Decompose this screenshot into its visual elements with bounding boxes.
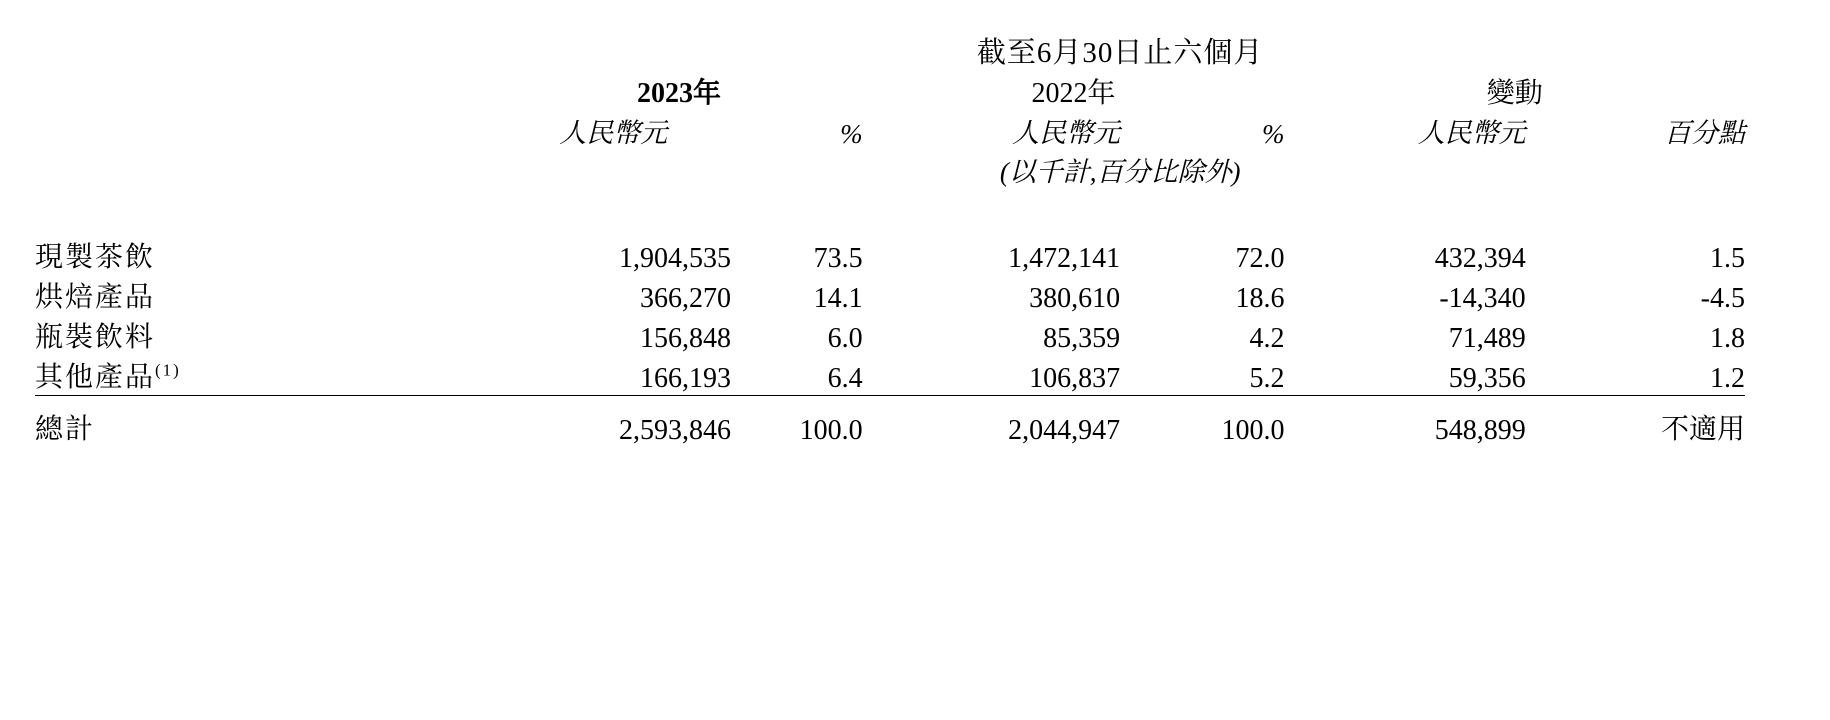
row-rmb-2022: 380,610 (1029, 283, 1121, 314)
period-heading-row (35, 30, 1745, 71)
total-rmb-2023: 2,593,846 (495, 396, 731, 448)
total-pct-2022: 100.0 (1120, 396, 1284, 448)
empty-corner-cell (35, 30, 495, 71)
unit-header-pct-2022: % (1262, 119, 1285, 149)
group-header-row (35, 71, 1745, 111)
row-pct-2022: 4.2 (1249, 323, 1285, 354)
unit-header-pct-change: 百分點 (1664, 118, 1745, 148)
total-pct-2023: 100.0 (731, 396, 863, 448)
row-label-with-footnote (35, 355, 495, 396)
row-rmb-2022: 85,359 (1043, 323, 1121, 354)
unit-header-row (35, 111, 1745, 150)
empty-corner-cell-3 (35, 111, 495, 150)
total-row (35, 396, 1745, 448)
row-change-pct: 1.8 (1710, 323, 1745, 354)
header-spacer (35, 189, 1745, 235)
row-label: 其他產品 (35, 362, 156, 393)
row-change-rmb: 59,356 (1448, 363, 1526, 394)
table-row (35, 315, 1745, 355)
row-label: 瓶裝飲料 (35, 322, 156, 353)
row-change-rmb: 432,394 (1434, 243, 1526, 274)
table-row (35, 355, 1745, 396)
unit-note-row (35, 150, 1745, 189)
row-pct-2022: 5.2 (1249, 363, 1285, 394)
row-rmb-2023: 1,904,535 (619, 243, 732, 274)
row-pct-2023: 73.5 (813, 243, 863, 274)
empty-corner-cell-4 (35, 150, 495, 189)
row-rmb-2023: 366,270 (640, 283, 732, 314)
row-pct-2022: 72.0 (1235, 243, 1285, 274)
row-rmb-2022: 106,837 (1029, 363, 1121, 394)
row-change-pct: 1.5 (1710, 243, 1745, 274)
row-pct-2023: 14.1 (813, 283, 863, 314)
group-header-2023: 2023年 (636, 78, 721, 109)
total-change-rmb: 548,899 (1285, 396, 1526, 448)
period-heading: 截至6月30日止六個月 (976, 37, 1264, 69)
total-rmb-2022: 2,044,947 (863, 396, 1121, 448)
unit-note: (以千計,百分比除外) (999, 157, 1241, 187)
row-change-pct: 1.2 (1710, 363, 1745, 394)
header-spacer-row (35, 189, 1745, 235)
unit-header-rmb-2022: 人民幣元 (1012, 118, 1121, 148)
total-change-pct: 不適用 (1526, 396, 1745, 448)
total-label: 總計 (35, 396, 495, 448)
row-pct-2022: 18.6 (1235, 283, 1285, 314)
table-row (35, 235, 1745, 275)
row-rmb-2023: 166,193 (640, 363, 732, 394)
row-change-rmb: -14,340 (1439, 283, 1526, 314)
row-change-pct: -4.5 (1700, 283, 1745, 314)
footnote-marker: (1) (155, 360, 181, 380)
row-label: 現製茶飲 (35, 242, 156, 273)
row-pct-2023: 6.0 (827, 323, 863, 354)
revenue-breakdown-table (35, 30, 1745, 447)
empty-corner-cell-2 (35, 71, 495, 111)
unit-header-rmb-change: 人民幣元 (1417, 118, 1526, 148)
unit-header-pct-2023: % (840, 119, 863, 149)
row-rmb-2022: 1,472,141 (1008, 243, 1121, 274)
document-page (0, 30, 1830, 720)
row-label: 烘焙產品 (35, 282, 156, 313)
row-change-rmb: 71,489 (1448, 323, 1526, 354)
table-row (35, 275, 1745, 315)
row-pct-2023: 6.4 (827, 363, 863, 394)
group-header-change: 變動 (1486, 78, 1543, 109)
group-header-2022: 2022年 (1031, 78, 1116, 109)
row-rmb-2023: 156,848 (640, 323, 732, 354)
unit-header-rmb-2023: 人民幣元 (559, 118, 668, 148)
